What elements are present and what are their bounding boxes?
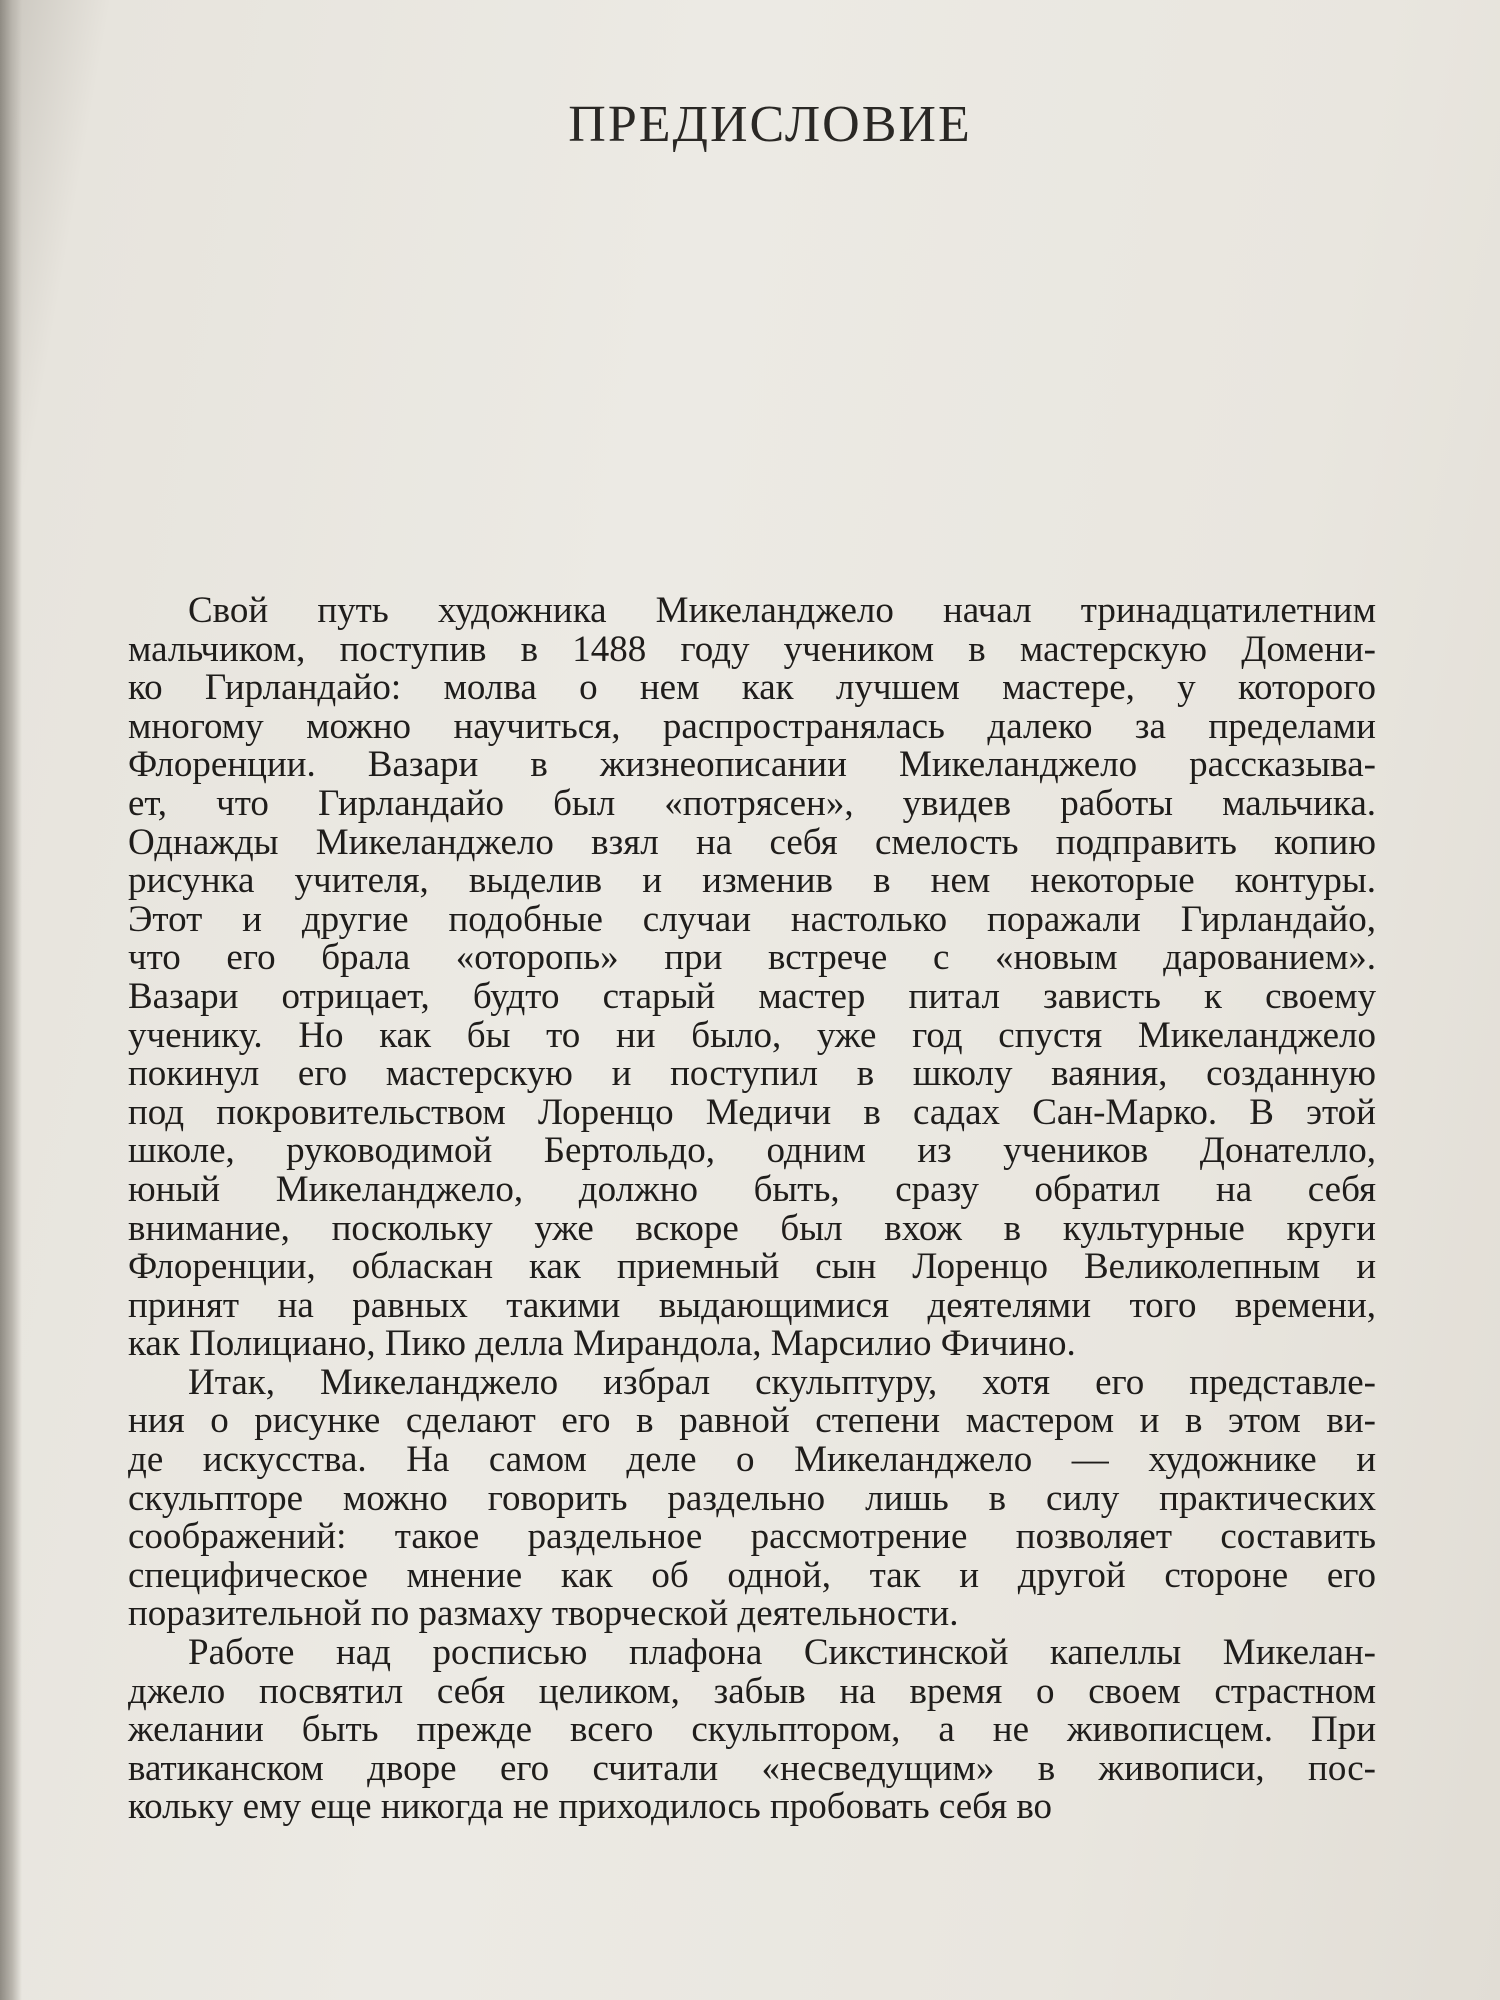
text-line: джело посвятил себя целиком, забыв на время о своем страстном [128, 1670, 1376, 1712]
text-line: школе, руководимой Бертольдо, одним из учеников Донателло, [128, 1130, 1376, 1172]
text-line: покинул его мастерскую и поступил в школу ваяния, созданную [128, 1053, 1376, 1095]
text-line: Флоренции, обласкан как приемный сын Лоренцо Великолепным и [128, 1246, 1376, 1288]
text-line: желании быть прежде всего скульптором, а не живописцем. При [128, 1709, 1376, 1751]
text-line: Однажды Микеланджело взял на себя смелость подправить копию [128, 821, 1376, 863]
text-line: де искусства. На самом деле о Микеланджело — художнике и [128, 1439, 1376, 1481]
text-line: ет, что Гирландайо был «потрясен», увидев работы мальчика. [128, 782, 1376, 824]
preface-text [128, 592, 1376, 1827]
text-line: Этот и другие подобные случаи настолько поражали Гирландайо, [128, 898, 1376, 940]
text-line: рисунка учителя, выделив и изменив в нем некоторые контуры. [128, 860, 1376, 902]
text-line: соображений: такое раздельное рассмотрение позволяет составить [128, 1516, 1376, 1558]
text-line: поразительной по размаху творческой деятельности. [128, 1593, 959, 1635]
text-line: специфическое мнение как об одной, так и другой стороне его [128, 1554, 1376, 1596]
text-line: юный Микеланджело, должно быть, сразу обратил на себя [128, 1168, 1376, 1210]
text-line: под покровительством Лоренцо Медичи в садах Сан-Марко. В этой [128, 1091, 1376, 1133]
text-line: Свой путь художника Микеланджело начал тринадцатилетним [188, 590, 1376, 631]
book-gutter [0, 0, 22, 2000]
paragraph [128, 1361, 1376, 1635]
text-line: ученику. Но как бы то ни было, уже год спустя Микеланджело [128, 1014, 1376, 1056]
text-line: как Полициано, Пико делла Мирандола, Марсилио Фичино. [128, 1323, 1076, 1365]
page-title: ПРЕДИСЛОВИЕ [568, 96, 972, 153]
text-line: Итак, Микеланджело избрал скульптуру, хотя его представле- [188, 1361, 1376, 1403]
text-line: Вазари отрицает, будто старый мастер питал зависть к своему [128, 975, 1376, 1017]
text-line: ватиканском дворе его считали «несведущим» в живописи, пос- [128, 1747, 1376, 1789]
text-line: ко Гирландайо: молва о нем как лучшем мастере, у которого [128, 667, 1376, 709]
text-line: принят на равных такими выдающимися деятелями того времени, [128, 1284, 1376, 1326]
text-line: скульпторе можно говорить раздельно лишь в силу практических [128, 1477, 1376, 1519]
text-line: ния о рисунке сделают его в равной степени мастером и в этом ви- [128, 1400, 1376, 1442]
text-line: что его брала «оторопь» при встрече с «новым дарованием». [128, 937, 1376, 979]
text-line: Работе над росписью плафона Сикстинской капеллы Микелан- [188, 1632, 1376, 1674]
paragraph [128, 1634, 1376, 1827]
text-line: внимание, поскольку уже вскоре был вхож в культурные круги [128, 1207, 1376, 1249]
text-line: кольку ему еще никогда не приходилось пробовать себя во [128, 1786, 1053, 1828]
text-line: Флоренции. Вазари в жизнеописании Микеланджело рассказыва- [128, 744, 1376, 786]
text-line: мальчиком, поступив в 1488 году учеником в мастерскую Домени- [128, 628, 1376, 670]
text-line: многому можно научиться, распространялась далеко за пределами [128, 705, 1376, 747]
paragraph [128, 592, 1376, 1364]
